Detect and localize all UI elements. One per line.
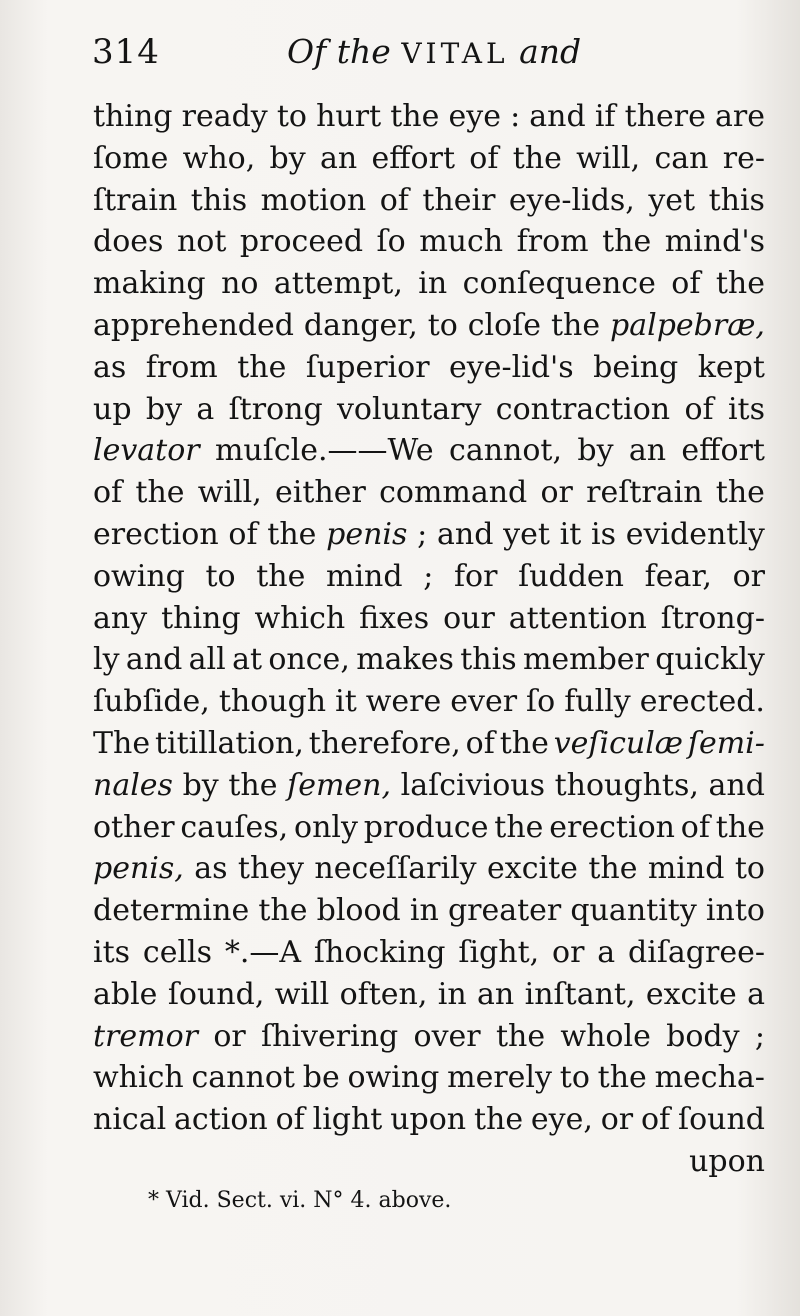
word: by — [269, 140, 306, 176]
word: evidently — [625, 516, 765, 552]
word: eye — [448, 99, 501, 134]
word: our — [443, 600, 495, 636]
word: ; — [754, 1018, 765, 1054]
word: the — [135, 475, 185, 511]
text-line — [93, 263, 765, 305]
text-line — [93, 765, 765, 807]
footnote: * Vid. Sect. vi. N° 4. above. — [148, 1188, 452, 1213]
word: ſemen, — [287, 767, 392, 803]
word: levator — [93, 433, 200, 469]
word: of — [275, 1102, 305, 1138]
word: and — [708, 767, 765, 803]
text-line — [93, 1057, 765, 1099]
word: blood — [316, 893, 401, 929]
word: tremor — [93, 1018, 198, 1054]
word: mind's — [664, 224, 765, 260]
word: the — [228, 767, 278, 803]
page-header — [92, 32, 772, 92]
word: erected. — [639, 684, 765, 720]
word: mecha- — [654, 1060, 765, 1096]
word: the — [715, 266, 765, 302]
word: a — [597, 934, 616, 970]
word: their — [422, 182, 496, 218]
word: nical — [93, 1102, 167, 1138]
word: ſuperior — [305, 349, 430, 385]
word: able — [93, 976, 158, 1012]
word: produce — [363, 809, 489, 845]
word: hurt — [316, 99, 382, 134]
text-line — [93, 1016, 765, 1058]
word: command — [379, 475, 528, 511]
word: or — [213, 1018, 246, 1054]
word: will, — [197, 475, 262, 511]
word: fully — [564, 684, 631, 720]
word: cannot — [191, 1060, 295, 1096]
word: an — [319, 140, 358, 176]
word: for — [453, 558, 498, 594]
word: or — [600, 1102, 634, 1138]
word: and — [529, 99, 586, 134]
word: effort — [371, 140, 456, 176]
word: whole — [560, 1018, 651, 1054]
word: an — [628, 433, 667, 469]
word: a — [747, 976, 765, 1012]
word: is — [590, 516, 616, 552]
word: the — [550, 307, 601, 343]
word: or — [732, 558, 765, 594]
word: ſound, — [167, 976, 265, 1012]
word: ; — [417, 516, 428, 552]
word: muſcle.——We — [214, 433, 434, 469]
text-line — [93, 556, 765, 598]
word: the — [499, 725, 549, 761]
word: this — [708, 182, 765, 218]
word: once, — [268, 642, 350, 678]
word: veſiculæ — [553, 725, 684, 761]
word: ſemi- — [687, 725, 765, 761]
word: cauſes, — [180, 809, 289, 845]
word: apprehended — [93, 307, 294, 343]
word: motion — [260, 182, 367, 218]
word: only — [294, 809, 358, 845]
word: which — [93, 1060, 184, 1096]
word: though — [218, 684, 327, 720]
word: the — [390, 99, 440, 134]
word: body — [666, 1018, 740, 1054]
word: the — [715, 809, 765, 845]
word: ſudden — [518, 558, 625, 594]
word: as — [93, 349, 127, 385]
text-line — [93, 598, 765, 640]
page-number: 314 — [92, 32, 160, 72]
word: at — [232, 642, 263, 678]
word: no — [221, 266, 259, 302]
word: contraction — [495, 391, 671, 427]
word: proceed — [239, 224, 364, 260]
word: the — [237, 349, 287, 385]
word: ſound — [677, 1102, 765, 1138]
word: diſagree- — [628, 934, 765, 970]
word: quantity — [570, 893, 697, 929]
word: palpebræ, — [610, 307, 765, 343]
word: of — [469, 140, 499, 176]
text-line — [93, 389, 765, 431]
word: and — [125, 642, 183, 678]
word: ready — [181, 99, 268, 134]
text-line — [93, 180, 765, 222]
word: *.—A — [224, 934, 302, 970]
word: there — [624, 99, 706, 134]
word: cells — [142, 934, 213, 970]
running-head — [287, 32, 581, 71]
word: as — [194, 851, 228, 887]
word: other — [93, 809, 175, 845]
text-line — [93, 138, 765, 180]
word: determine — [93, 893, 250, 929]
word: the — [602, 224, 652, 260]
word: of — [680, 809, 710, 845]
word: much — [419, 224, 504, 260]
word: by — [577, 433, 614, 469]
word: titillation, — [154, 725, 304, 761]
word: ſtrain — [93, 182, 178, 218]
word: of — [228, 516, 258, 552]
running-head-post: and — [519, 32, 582, 71]
word: ſhocking — [313, 934, 446, 970]
word: eye-lid's — [449, 349, 574, 385]
word: being — [593, 349, 679, 385]
word: ſo — [526, 684, 556, 720]
word: in — [437, 976, 467, 1012]
word: of — [684, 391, 714, 427]
word: ſome — [93, 140, 169, 176]
word: can — [654, 140, 709, 176]
text-line — [93, 305, 765, 347]
word: who, — [182, 140, 256, 176]
word: the — [267, 516, 317, 552]
word: to — [427, 307, 458, 343]
word: light — [312, 1102, 383, 1138]
text-line — [93, 974, 765, 1016]
word: mind — [647, 851, 725, 887]
word: thoughts, — [554, 767, 699, 803]
word: ; — [423, 558, 434, 594]
word: upon — [390, 1102, 467, 1138]
word: from — [145, 349, 218, 385]
word: any — [93, 600, 148, 636]
word: by — [182, 767, 219, 803]
word: excite — [487, 851, 578, 887]
word: re- — [722, 140, 765, 176]
word: a — [196, 391, 215, 427]
word: of — [379, 182, 409, 218]
word: conſequence — [462, 266, 656, 302]
word: and — [436, 516, 494, 552]
text-line — [93, 96, 765, 138]
catchword-text: upon — [689, 1143, 765, 1179]
word: its — [727, 391, 765, 427]
word: does — [93, 224, 164, 260]
word: not — [176, 224, 227, 260]
word: ſubſide, — [93, 684, 210, 720]
word: kept — [697, 349, 765, 385]
word: thing — [161, 600, 241, 636]
word: attempt, — [273, 266, 403, 302]
word: yet — [503, 516, 550, 552]
word: member — [522, 642, 649, 678]
word: erection — [549, 809, 675, 845]
word: owing — [347, 1060, 440, 1096]
text-line — [93, 723, 765, 765]
word: this — [460, 642, 517, 678]
running-head-caps: VITAL — [401, 37, 509, 70]
word: the — [597, 1060, 647, 1096]
word: it — [335, 684, 357, 720]
text-line — [93, 221, 765, 263]
word: laſcivious — [400, 767, 545, 803]
word: of — [671, 266, 701, 302]
word: it — [559, 516, 582, 552]
word: from — [516, 224, 589, 260]
text-line — [93, 932, 765, 974]
word: nales — [93, 767, 173, 803]
text-line — [93, 639, 765, 681]
word: the — [494, 809, 544, 845]
catchword — [93, 1141, 765, 1183]
word: thing — [93, 99, 173, 134]
word: fear, — [644, 558, 712, 594]
word: : — [510, 99, 521, 134]
word: the — [256, 558, 306, 594]
word: are — [714, 99, 765, 134]
word: be — [302, 1060, 340, 1096]
word: to — [276, 99, 307, 134]
word: eye, — [530, 1102, 593, 1138]
word: ſhivering — [261, 1018, 399, 1054]
word: The — [93, 725, 151, 761]
word: an — [477, 976, 515, 1012]
word: in — [409, 893, 439, 929]
word: therefore, — [308, 725, 461, 761]
word: ſo — [376, 224, 406, 260]
word: penis — [326, 516, 408, 552]
body-text — [93, 96, 765, 1183]
word: owing — [93, 558, 185, 594]
word: greater — [447, 893, 562, 929]
word: the — [588, 851, 638, 887]
word: the — [473, 1102, 524, 1138]
text-line — [93, 848, 765, 890]
text-line — [93, 472, 765, 514]
word: voluntary — [336, 391, 482, 427]
word: inſtant, — [524, 976, 636, 1012]
word: cloſe — [467, 307, 542, 343]
word: to — [734, 851, 765, 887]
word: action — [174, 1102, 268, 1138]
word: the — [715, 475, 765, 511]
text-line — [93, 347, 765, 389]
word: of — [93, 475, 123, 511]
word: makes — [356, 642, 454, 678]
word: cannot, — [449, 433, 563, 469]
word: mind — [326, 558, 403, 594]
word: over — [413, 1018, 481, 1054]
word: will, — [576, 140, 641, 176]
word: the — [495, 1018, 546, 1054]
text-line — [93, 681, 765, 723]
word: or — [540, 475, 573, 511]
word: the — [258, 893, 308, 929]
word: in — [418, 266, 448, 302]
word: yet — [648, 182, 696, 218]
word: ſight, — [458, 934, 540, 970]
word: fixes — [359, 600, 430, 636]
word: ſtrong- — [660, 600, 765, 636]
word: reſtrain — [586, 475, 703, 511]
word: ſtrong — [228, 391, 323, 427]
word: of — [465, 725, 495, 761]
word: eye-lids, — [508, 182, 635, 218]
word: neceſſarily — [314, 851, 477, 887]
word: to — [205, 558, 236, 594]
text-line — [93, 1099, 765, 1141]
word: to — [559, 1060, 590, 1096]
word: if — [594, 99, 616, 134]
word: ever — [450, 684, 518, 720]
word: attention — [508, 600, 647, 636]
word: of — [640, 1102, 671, 1138]
text-line — [93, 890, 765, 932]
word: penis, — [93, 851, 184, 887]
word: will — [274, 976, 330, 1012]
word: making — [93, 266, 206, 302]
word: which — [254, 600, 346, 636]
word: danger, — [303, 307, 418, 343]
word: they — [237, 851, 304, 887]
word: erection — [93, 516, 219, 552]
word: this — [190, 182, 248, 218]
word: either — [275, 475, 366, 511]
word: merely — [447, 1060, 552, 1096]
word: or — [552, 934, 585, 970]
word: often, — [339, 976, 428, 1012]
word: up — [93, 391, 132, 427]
word: all — [188, 642, 226, 678]
word: quickly — [655, 642, 765, 678]
word: by — [145, 391, 183, 427]
word: excite — [645, 976, 737, 1012]
running-head-pre: Of the — [287, 32, 391, 71]
word: were — [365, 684, 442, 720]
word: effort — [681, 433, 765, 469]
text-line — [93, 514, 765, 556]
word: its — [93, 934, 131, 970]
text-line — [93, 430, 765, 472]
word: the — [512, 140, 562, 176]
word: into — [705, 893, 765, 929]
word: ly — [93, 642, 120, 678]
text-line — [93, 807, 765, 849]
